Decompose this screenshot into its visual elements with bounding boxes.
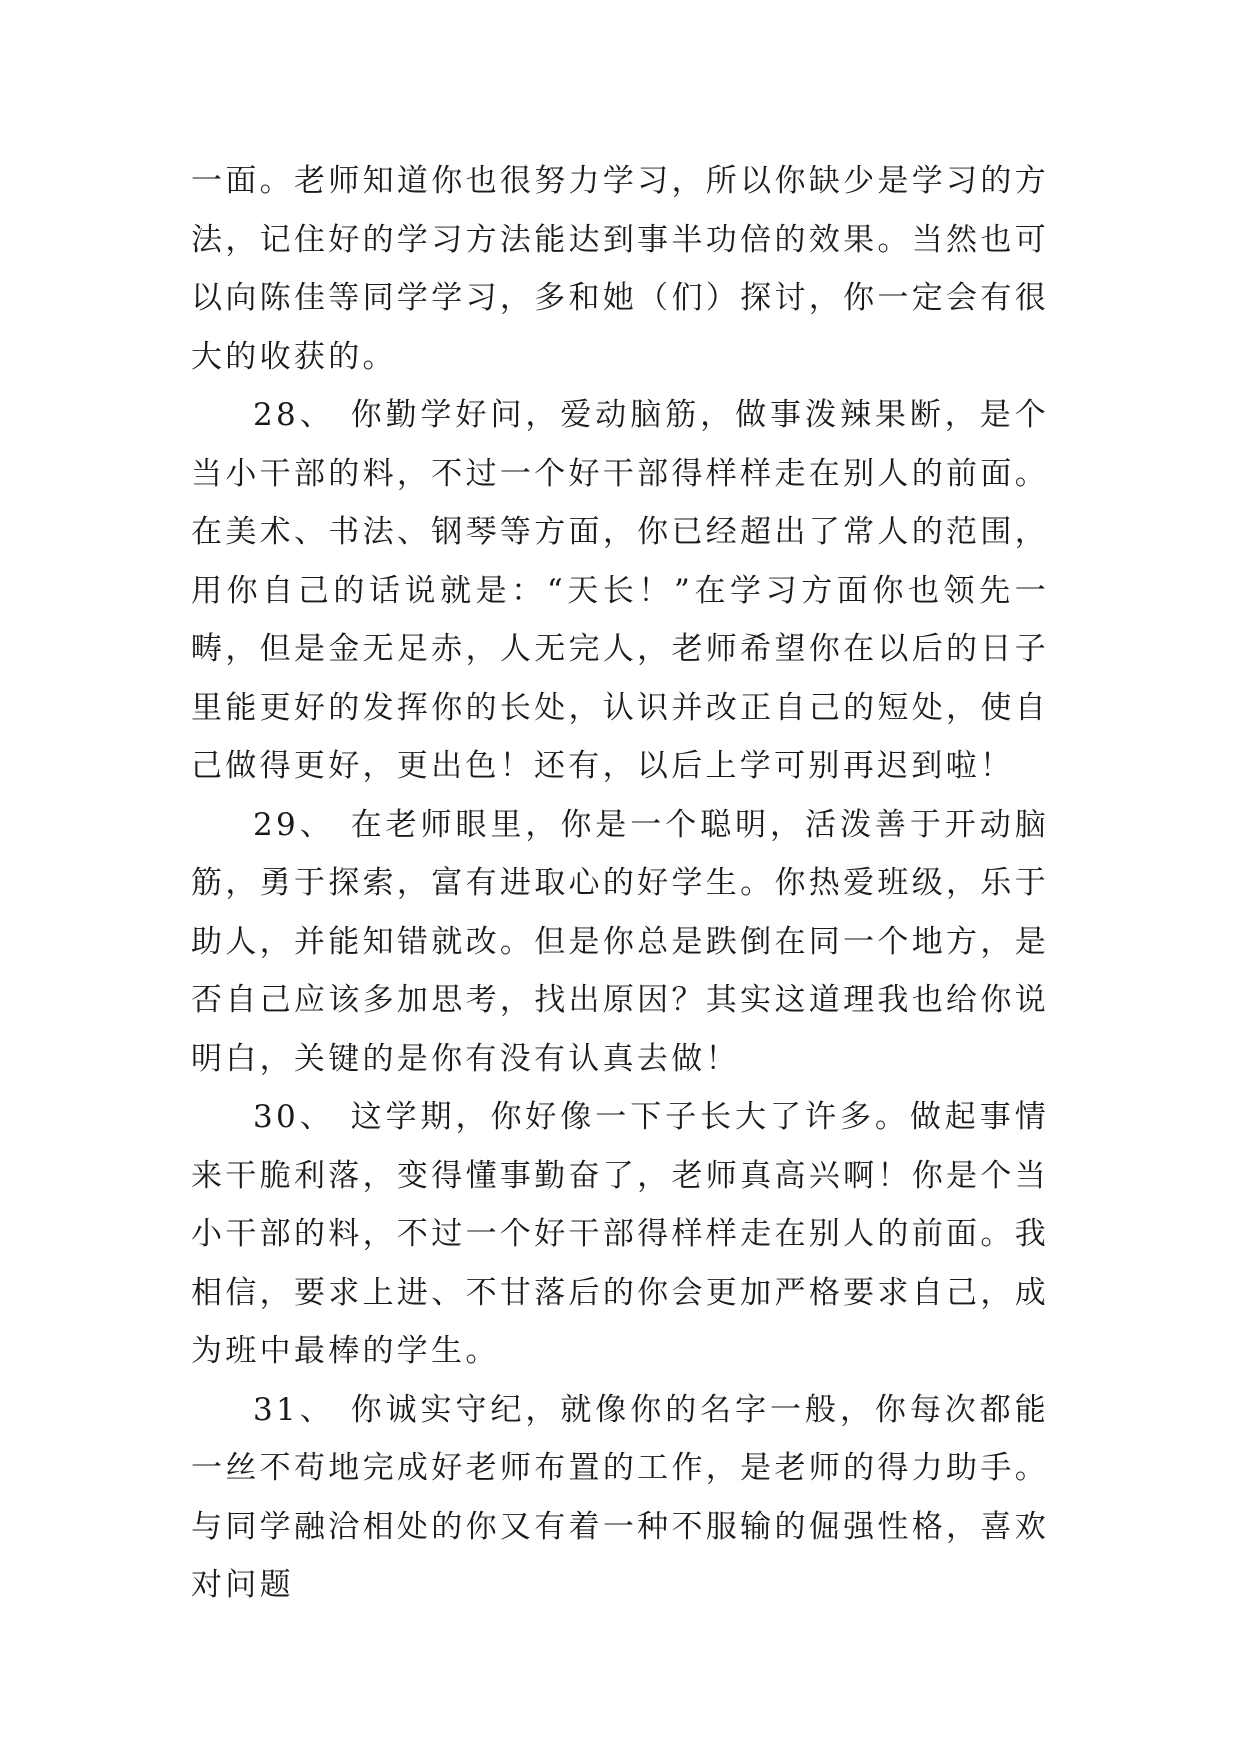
paragraph-text: 你诚实守纪，就像你的名字一般，你每次都能一丝不苟地完成好老师布置的工作，是老师的得力助手。与同学融洽相处的你又有着一种不服输的倔强性格，喜欢对问题: [191, 1391, 1049, 1603]
paragraph-item-29: [191, 796, 1049, 1089]
paragraph-item-31: [191, 1381, 1049, 1615]
paragraph-continuation: [191, 152, 1049, 386]
paragraph-text: 你勤学好问，爱动脑筋，做事泼辣果断，是个当小干部的料，不过一个好干部得样样走在别人的前面。在美术、书法、钢琴等方面，你已经超出了常人的范围，用你自己的话说就是：“天长！”在学习方面你也领先一畴，但是金无足赤，人无完人，老师希望你在以后的日子里能更好的发挥你的长处，认识并改正自己的短处，使自己做得更好，更出色！还有，以后上学可别再迟到啦！: [191, 397, 1049, 784]
item-number: 28、: [253, 397, 335, 433]
paragraph-text: 在老师眼里，你是一个聪明，活泼善于开动脑筋，勇于探索，富有进取心的好学生。你热爱班级，乐于助人，并能知错就改。但是你总是跌倒在同一个地方，是否自己应该多加思考，找出原因？其实这道理我也给你说明白，关键的是你有没有认真去做！: [191, 806, 1049, 1077]
item-number: 31、: [253, 1391, 335, 1428]
document-body: [191, 152, 1049, 1615]
paragraph-text: 一面。老师知道你也很努力学习，所以你缺少是学习的方法，记住好的学习方法能达到事半功倍的效果。当然也可以向陈佳等同学学习，多和她（们）探讨，你一定会有很大的收获的。: [191, 163, 1049, 375]
paragraph-item-28: [191, 386, 1049, 796]
item-number: 30、: [253, 1099, 335, 1135]
item-number: 29、: [253, 806, 335, 843]
paragraph-text: 这学期，你好像一下子长大了许多。做起事情来干脆利落，变得懂事勤奋了，老师真高兴啊！你是个当小干部的料，不过一个好干部得样样走在别人的前面。我相信，要求上进、不甘落后的你会更加严格要求自己，成为班中最棒的学生。: [191, 1099, 1049, 1369]
paragraph-item-30: [191, 1088, 1049, 1381]
